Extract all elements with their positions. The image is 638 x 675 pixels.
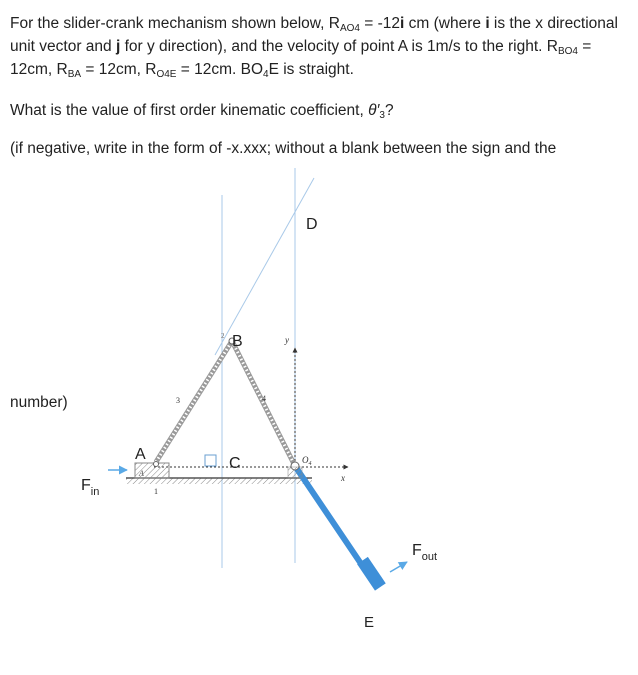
label-D: D [306,216,318,233]
output-block-E [357,557,386,591]
q-text: = -12 [359,15,401,32]
ground-hatch [126,478,312,484]
pivot-support-O4 [288,467,302,478]
point-C-marker [205,455,216,466]
q-bold-unit: i [485,15,490,32]
y-axis-label: y [285,335,289,345]
label-F-out: $F_{out}$ [412,542,438,563]
x-axis-label: x [341,473,345,483]
q-subscript: 3 [379,110,385,121]
O4-label: $O_4$ [302,455,312,467]
link-2-small-label: 2 [221,332,225,340]
question-paragraph-3: (if negative, write in the form of -x.xxx; without a blank between the sign and the [10,140,557,157]
diagonal-guide-line [215,178,314,355]
label-C: C [229,455,241,472]
q-text: = 12cm. BO [176,61,264,78]
ground-link-number: 1 [154,487,158,496]
q-subscript: O4E [156,69,177,80]
q-text: E is straight. [268,61,354,78]
q-text: cm (where [404,15,486,32]
slider-label-A-small: A [139,469,144,478]
link-3-number: 3 [176,396,180,405]
q-text: is the x directional unit vector and [10,15,618,55]
q-bold-unit: i [400,15,405,32]
q-text: for y direction), and the velocity of point A is 1m/s to the right. R [120,38,558,55]
f-out-arrow [390,562,407,572]
label-F-in: $F_{in}$ [81,477,100,498]
q-text: ? [384,102,394,119]
q-subscript: BO4 [557,46,578,57]
label-E: E [364,614,375,631]
q-subscript: BA [67,69,82,80]
q-text: = 12cm, R [10,38,592,78]
theta-symbol: θ′ [368,102,380,119]
label-A: A [135,446,146,463]
question-paragraph-4: number) [10,394,68,411]
q-text: = 12cm, R [81,61,157,78]
q-text: What is the value of first order kinematic coefficient, [10,102,369,119]
pin-A [154,462,159,467]
q-subscript: AO4 [339,23,360,34]
q-bold-unit: j [115,38,121,55]
label-B: B [232,333,243,350]
q-subscript: 4 [263,69,269,80]
q-text: For the slider-crank mechanism shown below, R [10,15,340,32]
link-4-number: 4 [262,394,266,403]
